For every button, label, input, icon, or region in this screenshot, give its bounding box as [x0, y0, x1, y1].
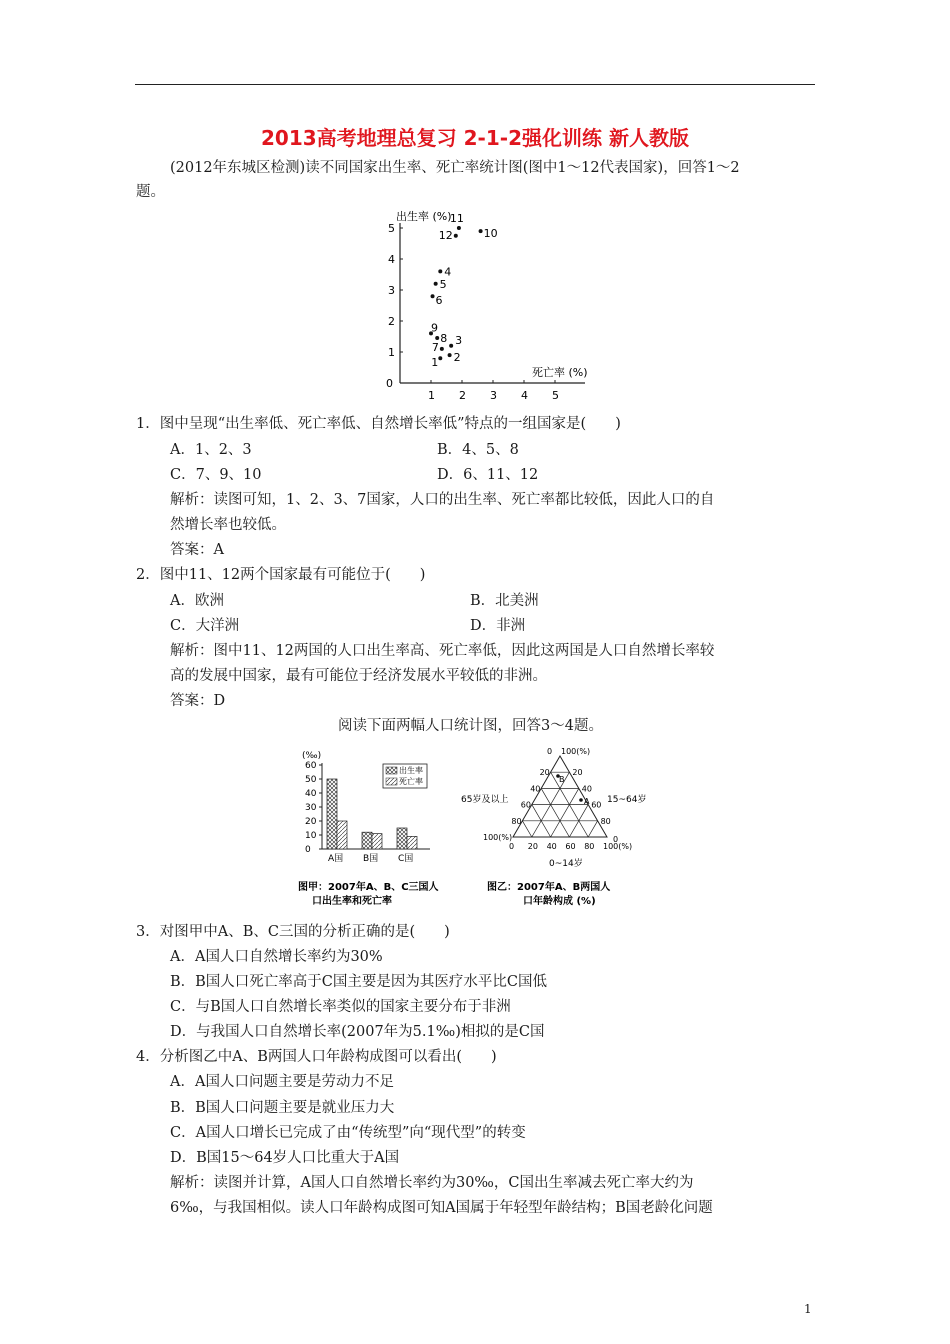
tri-bottom-tick-label: 0	[509, 842, 515, 851]
scatter-point-5	[434, 282, 438, 286]
x-tick-label: 3	[490, 389, 497, 402]
x-tick-label: 2	[459, 389, 466, 402]
x-tick-label: 1	[428, 389, 435, 402]
tri-left-axis-label: 65岁及以上	[461, 795, 509, 805]
x-axis-label: 死亡率 (%)	[532, 366, 588, 379]
q2-option-b: B．北美洲	[470, 593, 539, 609]
header-rule	[135, 84, 815, 85]
bar-y-tick-label: 0	[305, 845, 311, 855]
scatter-point-label-5: 5	[439, 277, 447, 291]
q1-analysis-1: 解析：读图可知，1、2、3、7国家，人口的出生率、死亡率都比较低，因此人口的自	[170, 492, 715, 508]
tri-left-tick-label: 60	[520, 800, 531, 810]
scatter-point-label-1: 1	[431, 356, 439, 370]
legend-birth-swatch	[386, 767, 397, 774]
bar-caption-2: 口出生率和死亡率	[312, 896, 392, 907]
tri-point-a	[579, 798, 583, 802]
scatter-point-3	[449, 344, 453, 348]
scatter-point-label-10: 10	[483, 227, 498, 241]
bar-y-tick-label: 10	[305, 831, 317, 841]
q1-option-d: D．6、11、12	[437, 467, 539, 483]
bar-死亡率-B国	[372, 834, 382, 849]
q4-stem: 4．分析图乙中A、B两国人口年龄构成图可以看出( )	[136, 1049, 497, 1065]
tri-caption-2: 口年龄构成 (%)	[523, 896, 596, 907]
y-tick-label: 5	[388, 222, 395, 235]
bar-y-tick-label: 60	[305, 761, 317, 771]
q4-option-c: C．A国人口增长已完成了由“传统型”向“现代型”的转变	[170, 1125, 526, 1141]
birth-death-scatter-chart	[380, 205, 610, 405]
q1-analysis-2: 然增长率也较低。	[170, 517, 286, 533]
scatter-point-label-2: 2	[453, 351, 461, 365]
y-axis-label: 出生率 (%)	[396, 210, 452, 223]
tri-left-tick-label: 20	[539, 768, 550, 778]
bar-y-tick-label: 20	[305, 817, 317, 827]
scatter-point-1	[438, 356, 442, 360]
legend-death-swatch	[386, 778, 397, 785]
tri-bottom-axis-label: 0~14岁	[549, 859, 583, 869]
x-tick-label: 5	[552, 389, 559, 402]
tri-top-pct-label: 100(%)	[561, 747, 591, 756]
q2-stem: 2．图中11、12两个国家最有可能位于( )	[136, 567, 426, 583]
q2-answer: 答案：D	[170, 693, 226, 709]
tri-right-tick-label: 80	[600, 816, 611, 826]
legend-birth-label: 出生率	[399, 766, 423, 775]
scatter-point-label-3: 3	[455, 333, 463, 347]
scatter-point-label-6: 6	[435, 294, 443, 308]
q3-stem: 3．对图甲中A、B、C三国的分析正确的是( )	[136, 924, 450, 940]
tri-top-label: 0	[547, 747, 553, 756]
bar-category-label: C国	[398, 854, 414, 864]
bar-unit-label: (‰)	[302, 751, 322, 761]
scatter-point-4	[438, 269, 442, 273]
q4-option-a: A．A国人口问题主要是劳动力不足	[170, 1074, 394, 1090]
tri-caption-1: 图乙：2007年A、B两国人	[487, 882, 611, 893]
q2-option-a: A．欧洲	[170, 593, 224, 609]
tri-left-tick-label: 100(%)	[483, 833, 513, 842]
bar-y-tick-label: 50	[305, 775, 317, 785]
scatter-point-7	[440, 347, 444, 351]
y-tick-label: 2	[388, 315, 395, 328]
q3-option-b: B．B国人口死亡率高于C国主要是因为其医疗水平比C国低	[170, 974, 547, 990]
bar-y-tick-label: 40	[305, 789, 317, 799]
tri-right-tick-label: 40	[581, 784, 592, 794]
scatter-point-10	[479, 229, 483, 233]
tri-grid-line	[522, 821, 531, 837]
tri-grid-line	[541, 788, 569, 837]
q1-option-a: A．1、2、3	[170, 442, 252, 458]
y-tick-label: 1	[388, 346, 395, 359]
scatter-point-label-9: 9	[431, 321, 438, 335]
tri-right-axis-label: 15~64岁	[607, 795, 647, 805]
bar-死亡率-A国	[337, 821, 347, 849]
scatter-point-label-11: 11	[449, 212, 464, 225]
q2-option-d: D．非洲	[470, 618, 526, 634]
tri-right-tick-label: 60	[591, 800, 602, 810]
bar-caption-1: 图甲：2007年A、B、C三国人	[298, 882, 439, 893]
y-tick-label: 4	[388, 253, 395, 266]
bar-category-label: B国	[363, 854, 379, 864]
q2-option-c: C．大洋洲	[170, 618, 240, 634]
birth-death-bar-chart	[290, 742, 450, 912]
q4-analysis-2: 6‰，与我国相似。读人口年龄构成图可知A国属于年轻型年龄结构；B国老龄化问题	[170, 1200, 713, 1216]
scatter-point-12	[454, 234, 458, 238]
bar-y-tick-label: 30	[305, 803, 317, 813]
tri-left-tick-label: 40	[530, 784, 541, 794]
document-title: 2013高考地理总复习 2-1-2强化训练 新人教版	[261, 126, 689, 150]
scatter-point-6	[431, 294, 435, 298]
q1-answer: 答案：A	[170, 542, 224, 558]
age-structure-ternary-chart	[455, 742, 675, 912]
tri-bottom-tick-label: 80	[584, 842, 595, 851]
q1-option-c: C．7、9、10	[170, 467, 262, 483]
q2-analysis-2: 高的发展中国家，最有可能位于经济发展水平较低的非洲。	[170, 668, 547, 684]
tri-grid-line	[588, 821, 597, 837]
tri-grid-line	[551, 788, 579, 837]
tri-left-tick-label: 80	[511, 816, 522, 826]
tri-right-bottom-label: 0	[613, 835, 619, 844]
scatter-point-8	[435, 336, 439, 340]
q1-stem: 1．图中呈现“出生率低、死亡率低、自然增长率低”特点的一组国家是( )	[136, 416, 621, 432]
page-number: 1	[804, 1302, 812, 1316]
tri-bottom-tick-label: 20	[527, 842, 538, 851]
q1-option-b: B．4、5、8	[437, 442, 519, 458]
tri-point-b-label: B	[559, 775, 565, 784]
tri-bottom-tick-label: 100(%)	[603, 842, 633, 851]
tri-bottom-tick-label: 40	[546, 842, 557, 851]
x-tick-label: 4	[521, 389, 528, 402]
intro-line-2: 题。	[136, 184, 165, 200]
bar-出生率-B国	[362, 832, 372, 849]
bar-死亡率-C国	[407, 836, 417, 849]
scatter-point-label-12: 12	[438, 228, 453, 242]
scatter-origin-label: 0	[386, 377, 393, 390]
y-tick-label: 3	[388, 284, 395, 297]
scatter-point-label-8: 8	[440, 332, 448, 346]
q3-option-d: D．与我国人口自然增长率(2007年为5.1‰)相拟的是C国	[170, 1024, 545, 1040]
scatter-point-label-7: 7	[431, 340, 439, 354]
q4-option-d: D．B国15～64岁人口比重大于A国	[170, 1150, 400, 1166]
q3-option-c: C．与B国人口自然增长率类似的国家主要分布于非洲	[170, 999, 511, 1015]
q2-analysis-1: 解析：图中11、12两国的人口出生率高、死亡率低，因此这两国是人口自然增长率较	[170, 643, 715, 659]
tri-point-a-label: A	[584, 797, 590, 806]
scatter-point-label-4: 4	[444, 265, 452, 279]
tri-right-tick-label: 20	[572, 768, 583, 778]
tri-outline	[513, 756, 607, 837]
bar-category-label: A国	[328, 854, 344, 864]
tri-bottom-tick-label: 60	[565, 842, 576, 851]
q3-option-a: A．A国人口自然增长率约为30%	[170, 949, 383, 965]
read-below-instruction: 阅读下面两幅人口统计图，回答3～4题。	[338, 718, 603, 734]
scatter-point-2	[448, 353, 452, 357]
intro-line-1: (2012年东城区检测)读不同国家出生率、死亡率统计图(图中1～12代表国家)，回答1～2	[170, 160, 740, 176]
q4-option-b: B．B国人口问题主要是就业压力大	[170, 1100, 395, 1116]
q4-analysis-1: 解析：读图并计算，A国人口自然增长率约为30‰，C国出生率减去死亡率大约为	[170, 1175, 694, 1191]
bar-出生率-C国	[397, 828, 407, 849]
bar-出生率-A国	[327, 779, 337, 849]
legend-death-label: 死亡率	[399, 777, 423, 786]
scatter-point-11	[457, 226, 461, 230]
